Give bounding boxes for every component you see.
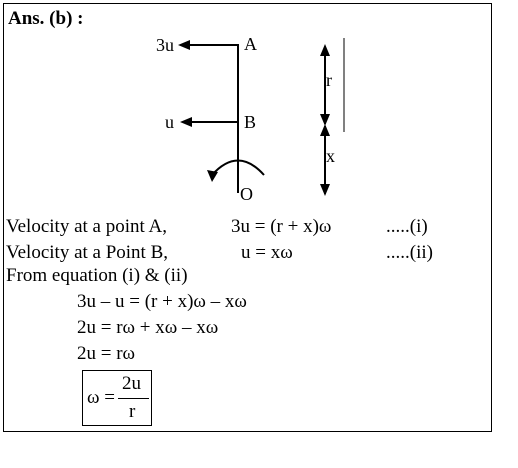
step-2: 2u = rω + xω – xω: [77, 317, 219, 338]
arrowhead-a: [178, 40, 190, 50]
from-equation-text: From equation (i) & (ii): [6, 265, 188, 286]
result-numerator: 2u: [122, 373, 141, 394]
arrowhead-b: [180, 117, 192, 127]
result-denominator: r: [129, 401, 136, 422]
line-b-text: Velocity at a Point B,: [6, 242, 169, 263]
label-3u: 3u: [156, 35, 174, 55]
label-a: A: [244, 34, 257, 54]
equation-ii: u = xω: [241, 242, 293, 263]
label-u: u: [165, 112, 174, 132]
result-lhs: ω =: [87, 387, 115, 408]
label-o: O: [240, 184, 253, 204]
answer-heading: Ans. (b) :: [8, 8, 84, 29]
step-1: 3u – u = (r + x)ω – xω: [77, 291, 247, 312]
equation-ii-tag: .....(ii): [386, 242, 433, 263]
dimension-x-top-arrow: [320, 124, 330, 136]
label-r: r: [326, 70, 332, 90]
dimension-r-top-arrow: [320, 44, 330, 56]
equation-i: 3u = (r + x)ω: [231, 216, 332, 237]
label-b: B: [244, 112, 257, 132]
fraction-bar: [118, 398, 149, 399]
line-a-text: Velocity at a point A,: [6, 216, 167, 237]
rotation-arrowhead: [207, 170, 218, 182]
label-x: x: [326, 146, 335, 166]
step-3: 2u = rω: [77, 343, 136, 364]
dimension-x-bottom-arrow: [320, 184, 330, 196]
equation-i-tag: .....(i): [386, 216, 428, 237]
